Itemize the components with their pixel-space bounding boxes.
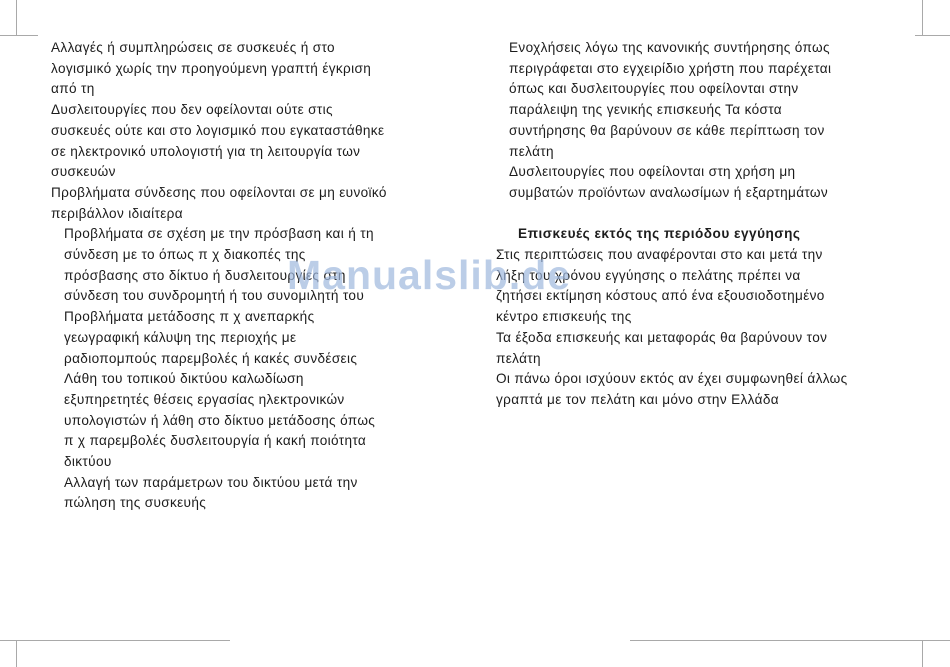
text-line: π χ παρεμβολές δυσλειτουργία ή κακή ποιότητα <box>64 433 367 449</box>
text-line: όπως και δυσλειτουργίες που οφείλονται στην <box>509 81 799 97</box>
text-line: σύνδεση με το όπως π χ διακοπές της <box>64 247 306 263</box>
text-line: συμβατών προϊόντων αναλωσίμων ή εξαρτημάτων <box>509 184 829 200</box>
crop-mark-top-right-vertical <box>922 0 923 36</box>
text-line: Οι πάνω όροι ισχύουν εκτός αν έχει συμφωνηθεί άλλως <box>496 371 848 387</box>
text-line: πελάτη <box>509 143 554 159</box>
text-line: Αλλαγή των παράμετρων του δικτύου μετά την <box>64 474 358 490</box>
text-line: Λάθη του τοπικού δικτύου καλωδίωση <box>64 371 304 387</box>
text-line: εξυπηρετητές θέσεις εργασίας ηλεκτρονικών <box>64 391 345 407</box>
crop-mark-bottom-left-vertical <box>16 640 17 667</box>
text-line: ραδιοπομπούς παρεμβολές ή κακές συνδέσεις <box>64 350 358 366</box>
text-line: Τα έξοδα επισκευής και μεταφοράς θα βαρύνουν τον <box>496 329 828 345</box>
spacer <box>496 204 848 225</box>
text-line: συσκευές ούτε και στο λογισμικό που εγκαταστάθηκε <box>51 122 385 138</box>
text-line: συσκευών <box>51 164 116 180</box>
text-line: Δυσλειτουργίες που δεν οφείλονται ούτε στις <box>51 102 333 118</box>
text-line: γραπτά με τον πελάτη και μόνο στην Ελλάδα <box>496 391 779 407</box>
text-line: Στις περιπτώσεις που αναφέρονται στο και μετά την <box>496 247 823 263</box>
text-line: γεωγραφική κάλυψη της περιοχής με <box>64 329 297 345</box>
text-line: παράλειψη της γενικής επισκευής Τα κόστα <box>509 102 783 118</box>
text-line: υπολογιστών ή λάθη στο δίκτυο μετάδοσης όπως <box>64 412 376 428</box>
text-line: κέντρο επισκευής της <box>496 309 632 325</box>
text-line: λογισμικό χωρίς την προηγούμενη γραπτή έγκριση <box>51 60 372 76</box>
crop-mark-bottom-right-vertical <box>922 640 923 667</box>
crop-mark-bottom-right <box>630 640 950 641</box>
text-line: σε ηλεκτρονικό υπολογιστή για τη λειτουργία των <box>51 143 361 159</box>
text-line: δικτύου <box>64 454 112 470</box>
text-line: Προβλήματα σε σχέση με την πρόσβαση και ή τη <box>64 226 374 242</box>
watermark: Manualslib.de <box>287 252 572 298</box>
section-heading: Επισκευές εκτός της περιόδου εγγύησης <box>518 226 801 242</box>
text-line: Αλλαγές ή συμπληρώσεις σε συσκευές ή στο <box>51 40 335 55</box>
right-column <box>496 38 848 411</box>
text-line: περιγράφεται στο εγχειρίδιο χρήστη που παρέχεται <box>509 60 832 76</box>
text-line: πρόσβασης στο δίκτυο ή δυσλειτουργίες στη <box>64 267 346 283</box>
text-line: ζητήσει εκτίμηση κόστους από ένα εξουσιοδοτημένο <box>496 288 825 304</box>
text-line: περιβάλλον ιδιαίτερα <box>51 205 183 221</box>
text-line: πώληση της συσκευής <box>64 495 207 511</box>
text-line: Προβλήματα σύνδεσης που οφείλονται σε μη ευνοϊκό <box>51 184 387 200</box>
text-line: πελάτη <box>496 350 541 366</box>
text-line: Ενοχλήσεις λόγω της κανονικής συντήρησης όπως <box>509 40 830 55</box>
text-line: από τη <box>51 81 95 97</box>
text-line: λήξη του χρόνου εγγύησης ο πελάτης πρέπει να <box>496 267 801 283</box>
text-line: Προβλήματα μετάδοσης π χ ανεπαρκής <box>64 309 315 325</box>
text-line: συντήρησης θα βαρύνουν σε κάθε περίπτωση τον <box>509 122 825 138</box>
crop-mark-top-left-vertical <box>16 0 17 36</box>
crop-mark-top-right <box>915 35 950 36</box>
crop-mark-bottom-left <box>0 640 230 641</box>
text-line: σύνδεση του συνδρομητή ή του συνομιλητή του <box>64 288 365 304</box>
crop-mark-top-left <box>0 35 38 36</box>
text-line: Δυσλειτουργίες που οφείλονται στη χρήση μη <box>509 164 796 180</box>
